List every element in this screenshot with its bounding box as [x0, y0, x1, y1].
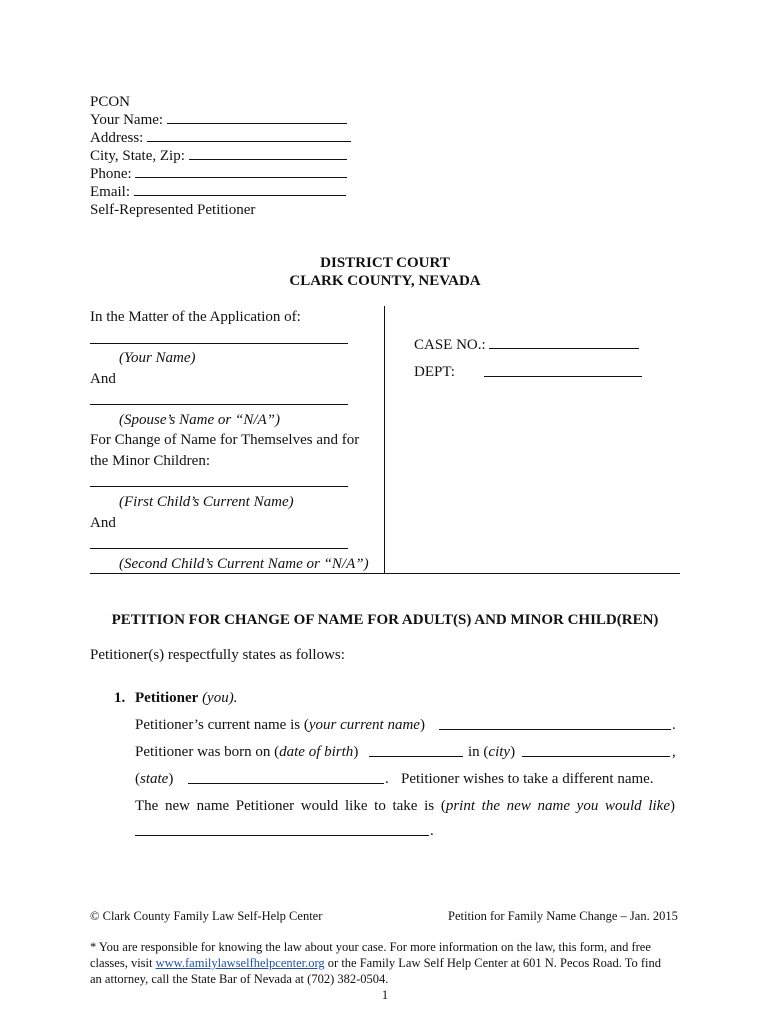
spouse-name-blank[interactable] — [90, 404, 348, 405]
state-open: ( — [135, 771, 140, 787]
and-label-1: And — [90, 371, 116, 387]
city-field[interactable] — [90, 147, 347, 165]
new-name-hint: print the new name you would like — [445, 798, 670, 814]
address-blank[interactable] — [147, 129, 351, 142]
current-name-text: Petitioner’s current name is ( — [135, 717, 309, 733]
second-child-blank[interactable] — [90, 548, 348, 549]
spouse-name-hint: (Spouse’s Name or “N/A”) — [119, 412, 280, 428]
state-period: . — [385, 771, 389, 787]
form-code: PCON — [90, 94, 131, 110]
your-name-hint: (Your Name) — [119, 350, 196, 366]
footer-form-name: Petition for Family Name Change – Jan. 2015 — [448, 909, 678, 923]
in-text: in ( — [468, 744, 489, 760]
first-child-hint: (First Child’s Current Name) — [119, 494, 294, 510]
your-name-field[interactable] — [90, 111, 347, 129]
city-hint: city — [488, 744, 511, 760]
email-label: Email: — [90, 184, 130, 200]
second-child-hint: (Second Child’s Current Name or “N/A”) — [119, 556, 369, 572]
address-field[interactable] — [90, 129, 351, 147]
footer-note-3: an attorney, call the State Bar of Nevada at (702) 382-0504. — [90, 972, 389, 986]
current-name-hint: your current name — [308, 717, 420, 733]
applicant-name-blank[interactable] — [90, 343, 348, 344]
new-name-blank[interactable] — [135, 835, 429, 836]
item-number: 1. — [114, 690, 126, 706]
case-number-blank[interactable] — [489, 336, 639, 349]
footer-note-2 — [90, 955, 661, 971]
new-name-text: The new name Petitioner would like to take is ( — [135, 798, 446, 814]
city-blank[interactable] — [189, 147, 347, 160]
case-number-field[interactable] — [414, 336, 639, 354]
footer-note-1: * You are responsible for knowing the law about your case. For more information on the law, this form, and free — [90, 940, 651, 954]
self-help-center-link[interactable]: www.familylawselfhelpcenter.org — [155, 956, 325, 970]
caption-divider — [384, 306, 385, 574]
case-number-label: CASE NO.: — [414, 337, 486, 353]
current-name-period: . — [672, 717, 676, 733]
city-label: City, State, Zip: — [90, 148, 185, 164]
your-name-blank[interactable] — [167, 111, 347, 124]
email-blank[interactable] — [134, 183, 346, 196]
born-hint: date of birth — [279, 744, 354, 760]
phone-blank[interactable] — [135, 165, 347, 178]
first-child-blank[interactable] — [90, 486, 348, 487]
matter-label: In the Matter of the Application of: — [90, 309, 301, 325]
dept-blank[interactable] — [484, 376, 642, 377]
born-close: ) — [353, 744, 359, 760]
address-label: Address: — [90, 130, 144, 146]
in-close: ) — [510, 744, 516, 760]
new-name-close: ) — [670, 798, 675, 814]
footer-note-2-start: classes, visit — [90, 956, 156, 970]
caption-bottom-rule — [90, 573, 680, 574]
phone-field[interactable] — [90, 165, 347, 183]
new-name-period: . — [430, 823, 434, 839]
city-line — [468, 743, 515, 761]
footer-copyright: © Clark County Family Law Self-Help Center — [90, 909, 323, 923]
birth-date-blank[interactable] — [369, 756, 463, 757]
change-label-1: For Change of Name for Themselves and for — [90, 432, 360, 448]
petition-intro: Petitioner(s) respectfully states as follows: — [90, 647, 345, 663]
change-label-2: the Minor Children: — [90, 453, 210, 469]
footer-note-2-end: or the Family Law Self Help Center at 601 N. Pecos Road. To find — [324, 956, 662, 970]
born-text: Petitioner was born on ( — [135, 744, 280, 760]
current-name-line — [135, 716, 425, 734]
current-name-close: ) — [419, 717, 425, 733]
current-name-blank[interactable] — [439, 729, 671, 730]
petition-title: PETITION FOR CHANGE OF NAME FOR ADULT(S) AND MINOR CHILD(REN) — [111, 612, 659, 628]
phone-label: Phone: — [90, 166, 132, 182]
page-number: 1 — [381, 988, 389, 1002]
state-hint: state — [140, 771, 169, 787]
state-close: ) — [168, 771, 174, 787]
court-name: DISTRICT COURT — [320, 255, 450, 271]
state-line — [135, 770, 173, 788]
item-you: (you). — [202, 690, 238, 706]
court-county: CLARK COUNTY, NEVADA — [289, 273, 481, 289]
new-name-line — [135, 797, 675, 815]
item-1-heading — [114, 689, 237, 707]
birth-city-blank[interactable] — [522, 756, 670, 757]
item-title: Petitioner — [135, 690, 199, 706]
city-comma: , — [672, 744, 676, 760]
dept-label: DEPT: — [414, 364, 455, 380]
petitioner-role: Self-Represented Petitioner — [90, 202, 256, 218]
and-label-2: And — [90, 515, 116, 531]
your-name-label: Your Name: — [90, 112, 164, 128]
born-line — [135, 743, 358, 761]
wishes-text: Petitioner wishes to take a different name. — [401, 771, 654, 787]
email-field[interactable] — [90, 183, 346, 201]
birth-state-blank[interactable] — [188, 783, 384, 784]
